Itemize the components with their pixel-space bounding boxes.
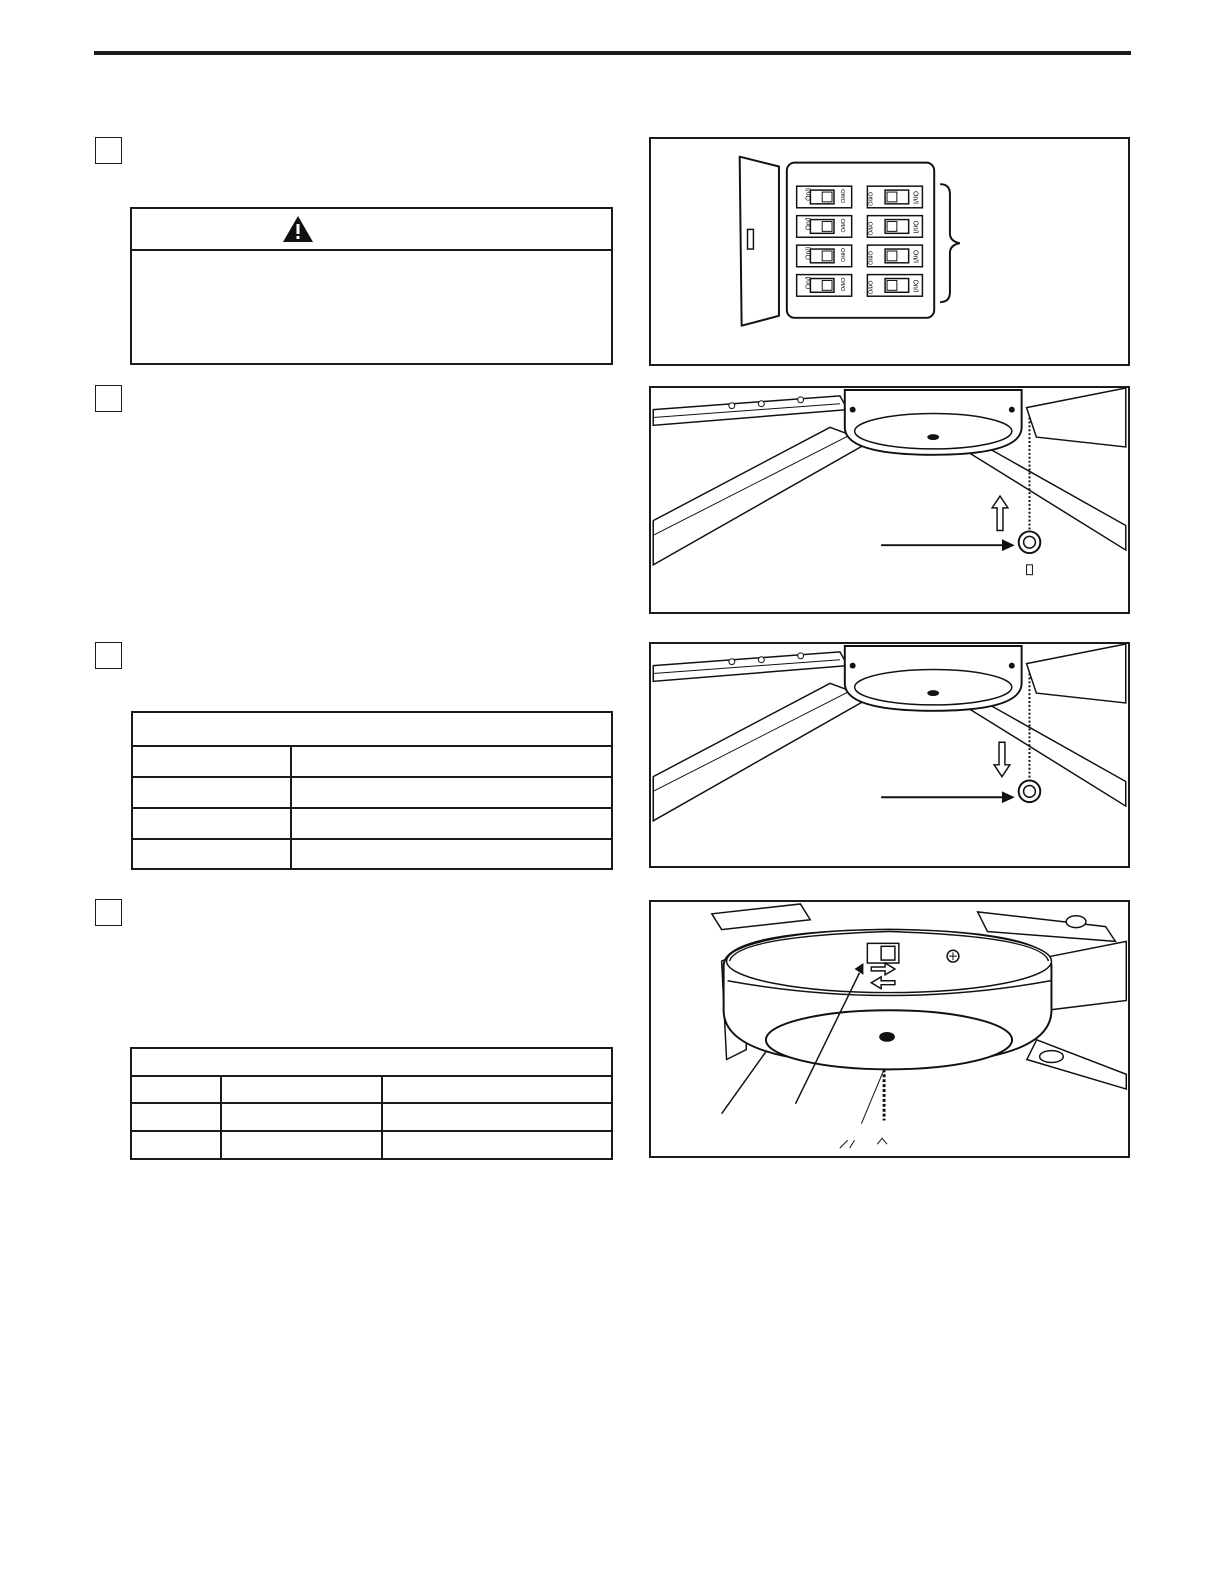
step-2-box — [95, 385, 122, 412]
direction-table-title — [131, 1048, 612, 1076]
speed-table-cell — [132, 839, 291, 869]
breaker-on-label: On/I — [805, 276, 813, 290]
breaker-on-label: On/I — [805, 246, 813, 260]
fan-pull-chain-down-illustration — [649, 642, 1130, 868]
breaker-off-label: Off/O — [838, 248, 845, 262]
direction-table-cell — [382, 1103, 612, 1131]
top-rule — [94, 51, 1131, 55]
speed-table-cell — [132, 777, 291, 808]
direction-table-cell — [131, 1131, 221, 1159]
breaker-panel-illustration — [649, 137, 1130, 366]
fan-reverse-switch-illustration — [649, 900, 1130, 1158]
direction-table-cell — [221, 1131, 382, 1159]
breaker-on-label: On/I — [911, 279, 919, 293]
warning-triangle-icon — [282, 215, 314, 243]
step-1-box — [95, 137, 122, 164]
step-4-box — [95, 899, 122, 926]
breaker-off-label: Off/O — [866, 251, 873, 265]
breaker-on-label: On/I — [805, 217, 813, 231]
direction-table-cell — [382, 1076, 612, 1103]
breaker-on-label: On/I — [805, 187, 813, 201]
speed-table-cell — [132, 808, 291, 839]
breaker-on-label: On/I — [911, 250, 919, 263]
speed-table-cell — [291, 808, 612, 839]
speed-table-cell — [291, 746, 612, 777]
direction-table-cell — [131, 1103, 221, 1131]
warning-header — [132, 209, 611, 251]
breaker-off-label: Off/O — [866, 280, 873, 295]
direction-table — [130, 1047, 613, 1160]
breaker-off-label: Off/O — [866, 192, 873, 206]
step-3-box — [95, 642, 122, 669]
speed-table-title — [132, 712, 612, 746]
breaker-off-label: Off/O — [838, 277, 845, 292]
warning-box — [130, 207, 613, 365]
breaker-off-label: Off/O — [838, 189, 845, 204]
warning-body — [132, 251, 611, 271]
direction-table-cell — [382, 1131, 612, 1159]
breaker-off-label: Off/O — [866, 221, 873, 236]
speed-table-cell — [291, 839, 612, 869]
direction-table-cell — [221, 1076, 382, 1103]
speed-table — [131, 711, 613, 870]
breaker-off-label: Off/O — [838, 218, 845, 233]
direction-table-cell — [131, 1076, 221, 1103]
speed-table-cell — [291, 777, 612, 808]
breaker-on-label: On/I — [911, 220, 919, 234]
breaker-on-label: On/I — [911, 191, 919, 205]
speed-table-cell — [132, 746, 291, 777]
fan-pull-chain-up-illustration — [649, 386, 1130, 614]
direction-table-cell — [221, 1103, 382, 1131]
